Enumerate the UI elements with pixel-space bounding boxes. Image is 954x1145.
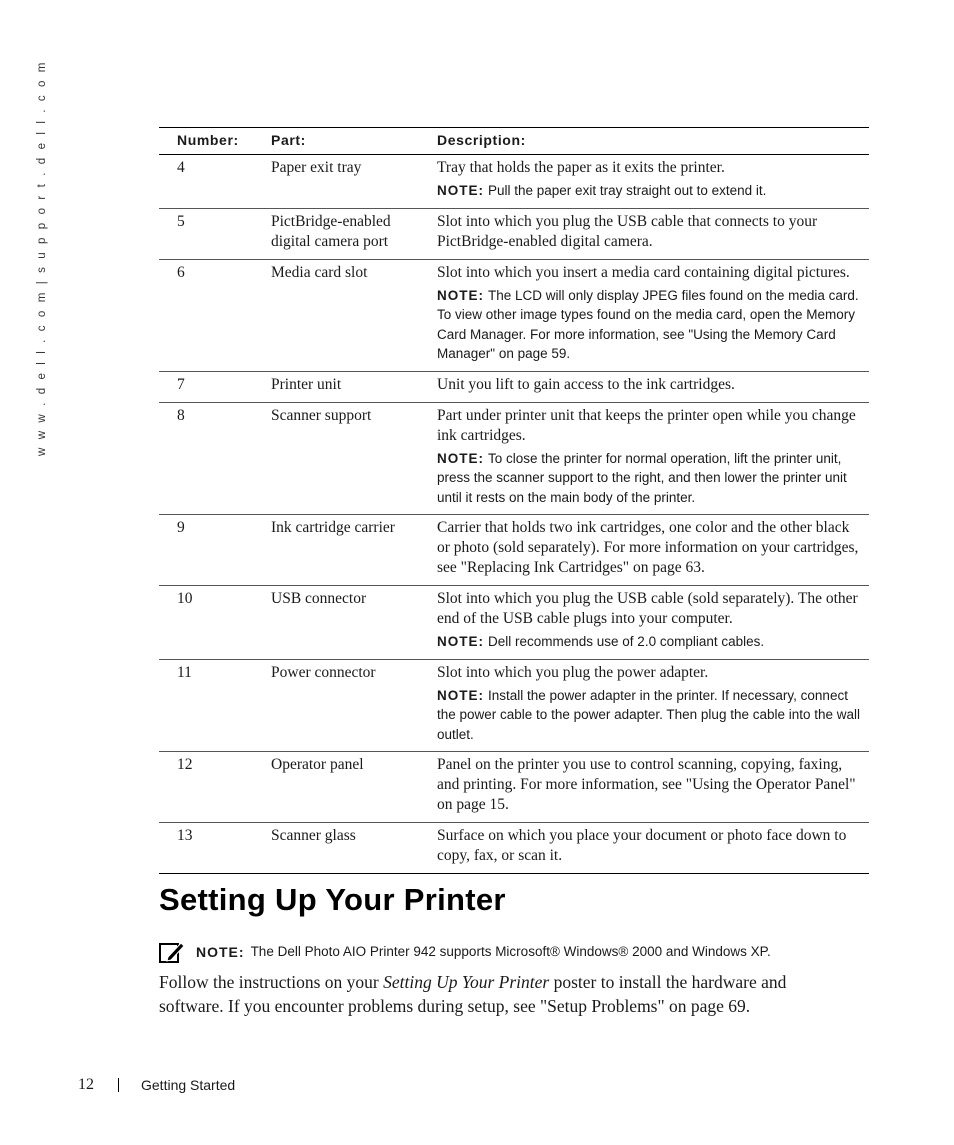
- row-number: 7: [159, 371, 271, 402]
- row-description: Slot into which you plug the USB cable that connects to your PictBridge-enabled digital camera.: [437, 212, 818, 250]
- section-heading: Setting Up Your Printer: [159, 882, 506, 917]
- row-description-cell: [437, 371, 869, 402]
- row-part: USB connector: [271, 586, 437, 660]
- note-text: The Dell Photo AIO Printer 942 supports Microsoft® Windows® 2000 and Windows XP.: [250, 944, 771, 959]
- row-part: Ink cartridge carrier: [271, 515, 437, 586]
- row-description: Tray that holds the paper as it exits the printer.: [437, 159, 725, 176]
- sidebar-url: [14, 60, 70, 456]
- row-note: [437, 686, 865, 745]
- header-part: Part:: [271, 128, 437, 155]
- row-number: 4: [159, 155, 271, 209]
- poster-title: Setting Up Your Printer: [383, 972, 550, 992]
- setup-paragraph: [159, 970, 839, 1018]
- page-number: 12: [78, 1076, 94, 1093]
- row-description: Part under printer unit that keeps the printer open while you change ink cartridges.: [437, 406, 856, 444]
- row-description: Slot into which you plug the power adapter.: [437, 663, 709, 681]
- page-footer: [78, 1074, 235, 1096]
- setup-note: [159, 940, 859, 964]
- row-part: Scanner support: [271, 402, 437, 515]
- table-row: [159, 659, 869, 752]
- table-header-row: [159, 128, 869, 155]
- table-row: [159, 402, 869, 515]
- table-row: [159, 371, 869, 402]
- row-number: 8: [159, 402, 271, 515]
- table-row: [159, 752, 869, 823]
- row-part: PictBridge-enabled digital camera port: [271, 208, 437, 259]
- row-note: [437, 181, 865, 201]
- row-note: [437, 286, 865, 364]
- note-text: Dell recommends use of 2.0 compliant cables.: [488, 634, 765, 649]
- row-description-cell: [437, 259, 869, 371]
- row-description: Panel on the printer you use to control scanning, copying, faxing, and printing. For more information, see "Using the Operator Panel" on page 15.: [437, 756, 856, 813]
- note-text: The LCD will only display JPEG files found on the media card. To view other image types found on the media card, open the Memory Card Manager. For more information, see "Using the Memory Card Manager" on page 59.: [437, 287, 859, 361]
- note-text: Pull the paper exit tray straight out to extend it.: [488, 183, 767, 198]
- row-description: Surface on which you place your document or photo face down to copy, fax, or scan it.: [437, 827, 847, 864]
- table-row: [159, 259, 869, 371]
- row-description-cell: [437, 823, 869, 874]
- row-part: Scanner glass: [271, 823, 437, 874]
- header-number: Number:: [159, 128, 271, 155]
- note-label: NOTE:: [437, 287, 484, 303]
- row-part: Paper exit tray: [271, 155, 437, 209]
- footer-section-title: Getting Started: [141, 1077, 236, 1093]
- table-row: [159, 515, 869, 586]
- row-number: 6: [159, 259, 271, 371]
- row-description: Unit you lift to gain access to the ink cartridges.: [437, 375, 735, 393]
- note-label: NOTE:: [437, 183, 484, 198]
- footer-divider: [118, 1078, 119, 1092]
- table-row: [159, 155, 869, 209]
- note-label: NOTE:: [196, 944, 245, 960]
- pencil-note-icon: [159, 940, 185, 964]
- row-part: Operator panel: [271, 752, 437, 823]
- note-text: To close the printer for normal operation, lift the printer unit, press the scanner support to the right, and then lower the printer unit until it rests on the main body of the printer.: [437, 450, 847, 505]
- note-text: Install the power adapter in the printer. If necessary, connect the power cable to the power adapter. Then plug the cable into the wall outlet.: [437, 687, 861, 742]
- row-description-cell: [437, 586, 869, 660]
- note-label: NOTE:: [437, 687, 484, 703]
- row-number: 12: [159, 752, 271, 823]
- row-part: Power connector: [271, 659, 437, 752]
- row-description: Carrier that holds two ink cartridges, one color and the other black or photo (sold separately). For more information on your cartridges, see "Replacing Ink Cartridges" on page 63.: [437, 519, 859, 576]
- row-description-cell: [437, 659, 869, 752]
- row-number: 9: [159, 515, 271, 586]
- row-number: 10: [159, 586, 271, 660]
- row-description: Slot into which you insert a media card containing digital pictures.: [437, 263, 850, 281]
- row-part: Media card slot: [271, 259, 437, 371]
- row-part: Printer unit: [271, 371, 437, 402]
- row-note: [437, 449, 865, 508]
- parts-table: [159, 127, 869, 874]
- table-row: [159, 823, 869, 874]
- row-description: Slot into which you plug the USB cable (sold separately). The other end of the USB cable plugs into your computer.: [437, 590, 858, 627]
- para-text-end: poster to install the hardware and software. If you encounter problems during setup, see "Setup Problems" on page 69.: [159, 972, 787, 1016]
- row-description-cell: [437, 402, 869, 515]
- row-number: 5: [159, 208, 271, 259]
- sidebar-url-text: w w w . d e l l . c o m | s u p p o r t . d e l l . c o m: [36, 60, 48, 456]
- row-description-cell: [437, 752, 869, 823]
- row-description-cell: [437, 515, 869, 586]
- note-label: NOTE:: [437, 634, 484, 649]
- header-description: Description:: [437, 128, 869, 155]
- table-row: [159, 586, 869, 660]
- note-label: NOTE:: [437, 450, 484, 466]
- para-text-start: Follow the instructions on your: [159, 972, 384, 992]
- row-number: 13: [159, 823, 271, 874]
- row-description-cell: [437, 208, 869, 259]
- row-note: [437, 632, 865, 652]
- row-description-cell: [437, 155, 869, 209]
- row-number: 11: [159, 659, 271, 752]
- table-row: [159, 208, 869, 259]
